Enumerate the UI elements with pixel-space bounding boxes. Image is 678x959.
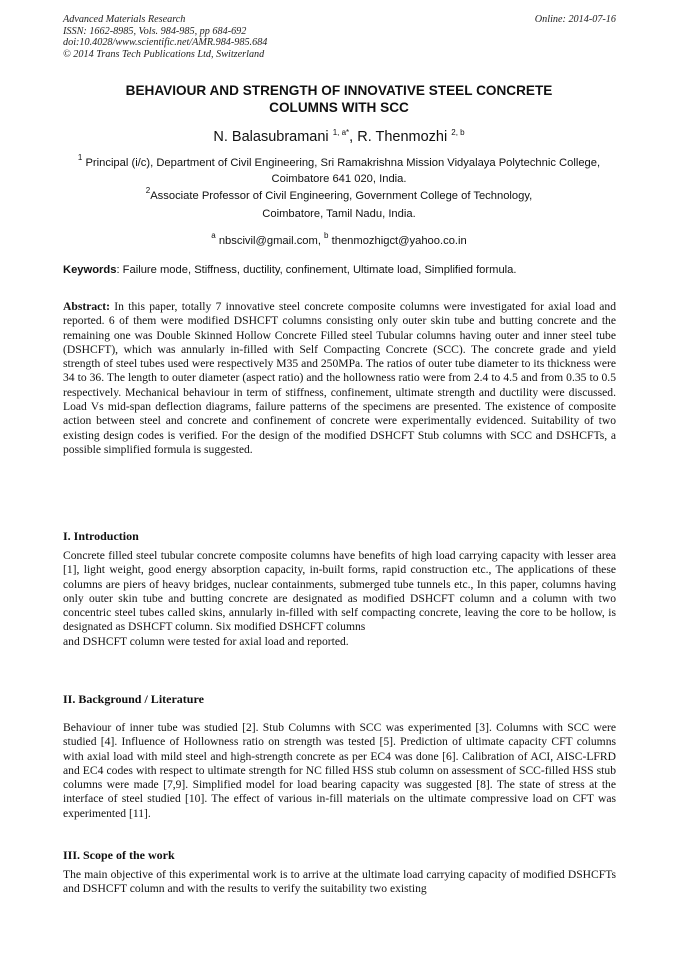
abstract [63,300,616,457]
affiliation-2-mark: 2 [145,186,151,195]
introduction-text [63,549,616,649]
issn: ISSN: 1662-8985, Vols. 984-985, pp 684-692 [63,25,247,37]
affiliation-2-line-1: Associate Professor of Civil Engineering, Government College of Technology, [150,190,533,202]
author-line [60,124,618,146]
email-b-mark: b [324,231,329,240]
affiliation-2-location: Coimbatore, Tamil Nadu, India. [262,208,416,220]
background-text: Behaviour of inner tube was studied [2]. Stub Columns with SCC was experimented [3]. Columns with SCC were studied [4]. Influence of Hollowness ratio on strength was tested [5]. Prediction of ultimate capacity CFT columns with axial load with mild steel and high-strength concrete as per EC4 was done [6]. Calibration of ACI, AISC-LFRD and EC4 codes with respect to ultimate strength for NC filled HSS stub column on assessment of SCC-filled HSS stub columns were made [7,9]. Simplified model for load bearing capacity was suggested [8]. The state of stress at the interface of steel studied [10]. The effect of various in-fill materials on the ultimate compressive load on CFT was experimented [11]. [63,721,616,820]
affiliation-1 [60,150,618,187]
scope-text: The main objective of this experimental work is to arrive at the ultimate load carrying capacity of modified DSHCFTs and DSHCFT column and with the results to verify the suitability two existing [63,868,616,896]
author-separator: , [349,129,358,145]
email-a: nbscivil@gmail.com, [218,235,321,247]
title-line-2: COLUMNS WITH SCC [269,100,409,115]
author-1-affiliation-mark: 1, a* [332,128,350,137]
abstract-label: Abstract: [63,300,111,313]
keywords-text: : Failure mode, Stiffness, ductility, confinement, Ultimate load, Simplified formula. [116,264,517,276]
journal-header [63,14,267,60]
paper-title [60,82,618,116]
abstract-text: In this paper, totally 7 innovative steel concrete composite columns were investigated for axial load and reported. 6 of them were modified DSHCFT columns consisting only outer skin tube and butting concrete and the remaining one was Double Skinned Hollow Concrete Filled steel Tubular columns having outer and inner steel tube (DSHCFT), which was annularly in-filled with Self Compacting Concrete (SCC). The concrete grade and yield strength of steel tubes used were respectively M35 and 250MPa. The ratios of outer tube diameter to its thickness were 34 to 36. The length to outer diameter (aspect ratio) and the hollowness ratio were from 2.4 to 4.5 and from 0.35 to 0.5 respectively. Mechanical behaviour in term of stiffness, confinement, ultimate strength and ductility were discussed. Load Vs mid-span deflection diagrams, failure patterns of the specimens are presented. The existence of composite action between steel and concrete and confinement of concrete were experimentally evidenced. Suitability of two existing design codes is verified. For the design of the modified DSHCFT Stub columns with SCC and DSHCFTs, a possible simplified formula is suggested. [63,300,617,456]
affiliation-1-text: Principal (i/c), Department of Civil Engineering, Sri Ramakrishna Mission Vidyalaya Polytechnic College, Coimbatore 641 020, India. [85,157,601,185]
author-1: N. Balasubramani [213,129,329,145]
email-a-mark: a [211,231,216,240]
email-b: thenmozhigct@yahoo.co.in [331,235,467,247]
background-heading: II. Background / Literature [63,692,204,706]
affiliation-1-mark: 1 [77,153,83,162]
affiliation-2 [60,183,618,204]
introduction-last-line: and DSHCFT column were tested for axial load and reported. [63,634,349,648]
author-emails [60,228,618,249]
doi: doi:10.4028/www.scientific.net/AMR.984-985.684 [63,37,268,48]
author-2-affiliation-mark: 2, b [451,128,465,137]
copyright: © 2014 Trans Tech Publications Ltd, Switzerland [63,48,265,60]
keywords-label: Keywords [63,264,117,276]
online-date: Online: 2014-07-16 [534,14,616,25]
scope-heading: III. Scope of the work [63,848,175,862]
keywords [63,263,623,277]
introduction-heading: I. Introduction [63,529,139,543]
introduction-paragraph: Concrete filled steel tubular concrete composite columns have benefits of high load carrying capacity with lesser area [1], light weight, good energy absorption capacity, in-built forms, rapid construction etc., The applications of these columns are piers of heavy bridges, nuclear containments, submerged tube tunnels etc., In this paper, columns having only outer skin tube and butting concrete are designated as modified DSHCFT column and a column with two concentric steel tubes called skins, annularly in-filled with self compacting concrete, leaving the core to be hollow, is designated as DSHCFT column. Six modified DSHCFT columns [63,549,616,634]
author-2: R. Thenmozhi [357,129,448,145]
journal-name: Advanced Materials Research [63,14,186,25]
title-line-1: BEHAVIOUR AND STRENGTH OF INNOVATIVE STEEL CONCRETE [125,83,553,98]
